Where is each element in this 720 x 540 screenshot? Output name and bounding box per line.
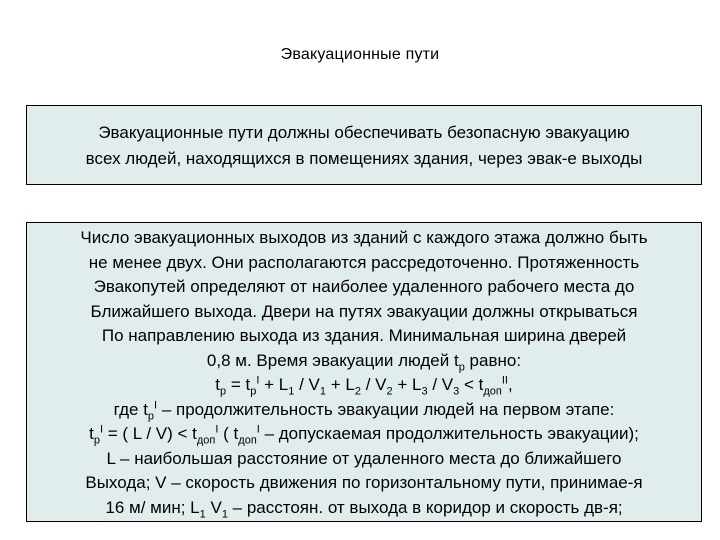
details-line-11: Выхода; V – скорость движения по горизонтальному пути, принимае-я xyxy=(85,473,643,492)
details-line-1: Число эвакуационных выходов из зданий с каждого этажа должно быть xyxy=(80,228,648,247)
intro-box xyxy=(26,105,702,185)
evacuation-time-formula: $t_р = t_р^I + L_1 / V_1 + L_2 / V_2 + L_3 / V_3 < t_{доп}^{II}$, xyxy=(215,374,513,398)
details-line-6: 0,8 м. Время эвакуации людей $t_р$ равно: xyxy=(206,350,522,373)
details-line-2: не менее двух. Они располагаются рассредоточенно. Протяженность xyxy=(88,252,640,272)
details-line-5: По направлению выхода из здания. Минимальная ширина дверей xyxy=(101,326,627,345)
slide-title: Эвакуационные пути xyxy=(280,46,440,63)
details-box xyxy=(26,222,702,522)
details-line-12: 16 м/ мин; $L_1$ $V_1$ – расстоян. от выхода в коридор и скорость дв-я; xyxy=(105,497,623,520)
intro-line-1: Эвакуационные пути должны обеспечивать безопасную эвакуацию xyxy=(98,123,630,142)
details-line-8: где $t_р^I$ – продолжительность эвакуации людей на первом этапе: xyxy=(113,398,615,422)
details-line-3: Эвакопутей определяют от наиболее удаленного рабочего места до xyxy=(93,277,635,296)
details-line-4: Ближайшего выхода. Двери на путях эвакуации должны открываться xyxy=(90,301,638,321)
details-line-10: L – наибольшая расстояние от удаленного места до ближайшего xyxy=(106,448,622,468)
details-line-9: $t_р^I$ = ( $L / V) < t_{доп}^I$ ( $t_{доп}^I$ – допускаемая продолжительность эвакуации); xyxy=(89,423,639,447)
intro-line-2: всех людей, находящихся в помещениях здания, через эвак-е выходы xyxy=(85,149,643,168)
